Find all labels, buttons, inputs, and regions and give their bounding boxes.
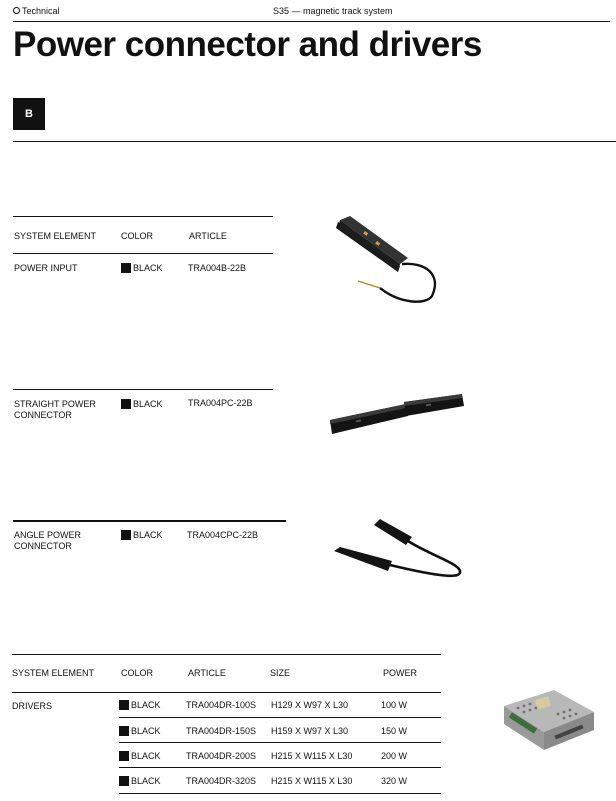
article-cell: TRA004DR-100S — [186, 700, 257, 710]
col-article-header: ARTICLE — [188, 668, 226, 678]
article-cell: TRA004DR-200S — [186, 751, 257, 761]
circle-icon — [13, 7, 20, 14]
color-cell: BLACK — [121, 530, 163, 541]
col-color-header: COLOR — [121, 668, 154, 678]
straight-connector-icon — [326, 390, 466, 442]
black-swatch — [119, 726, 129, 736]
section-divider — [13, 141, 616, 142]
row-divider — [119, 793, 441, 794]
row-divider — [119, 717, 441, 718]
black-swatch — [121, 399, 131, 409]
col-power-header: POWER — [383, 668, 418, 678]
power-cell: 150 W — [381, 726, 408, 736]
power-input-icon — [330, 212, 445, 312]
element-name: STRAIGHT POWER CONNECTOR — [14, 399, 96, 420]
element-name: ANGLE POWER CONNECTOR — [14, 530, 82, 551]
color-cell: BLACK — [119, 776, 161, 787]
table-header-rule — [12, 692, 441, 693]
article-cell: TRA004DR-150S — [186, 726, 257, 736]
col-color-header: COLOR — [121, 231, 154, 241]
size-cell: H215 X W115 X L30 — [271, 751, 353, 761]
section-badge: B — [13, 98, 45, 130]
table-top-rule — [13, 389, 273, 390]
table-top-rule — [13, 216, 273, 217]
power-cell: 100 W — [381, 700, 408, 710]
color-cell: BLACK — [119, 700, 161, 711]
power-cell: 200 W — [381, 751, 408, 761]
size-cell: H159 X W97 X L30 — [271, 726, 349, 736]
article-cell: TRA004DR-320S — [186, 776, 257, 786]
header-divider — [13, 21, 610, 22]
black-swatch — [119, 776, 129, 786]
article-cell: TRA004B-22B — [188, 263, 247, 273]
system-label: S35 — magnetic track system — [273, 6, 393, 16]
color-cell: BLACK — [121, 399, 163, 410]
size-cell: H129 X W97 X L30 — [271, 700, 349, 710]
black-swatch — [121, 530, 131, 540]
article-cell: TRA004CPC-22B — [187, 530, 259, 540]
black-swatch — [121, 263, 131, 273]
section-label: Technical — [13, 6, 60, 16]
table-header-rule — [13, 253, 273, 254]
angle-connector-icon — [330, 515, 470, 585]
element-name: POWER INPUT — [14, 263, 78, 273]
row-divider — [119, 767, 441, 768]
table-top-rule — [13, 520, 286, 522]
black-swatch — [119, 700, 129, 710]
driver-unit-icon — [498, 686, 596, 756]
size-cell: H215 X W115 X L30 — [271, 776, 353, 786]
col-article-header: ARTICLE — [189, 231, 227, 241]
element-name: DRIVERS — [12, 701, 53, 711]
power-cell: 320 W — [381, 776, 408, 786]
article-cell: TRA004PC-22B — [188, 398, 253, 408]
black-swatch — [119, 751, 129, 761]
page-title: Power connector and drivers — [13, 25, 482, 64]
color-cell: BLACK — [119, 751, 161, 762]
col-system-header: SYSTEM ELEMENT — [12, 668, 95, 678]
table-top-rule — [12, 654, 441, 655]
color-cell: BLACK — [121, 263, 163, 274]
col-size-header: SIZE — [270, 668, 291, 678]
col-system-header: SYSTEM ELEMENT — [14, 231, 97, 241]
row-divider — [119, 742, 441, 743]
color-cell: BLACK — [119, 726, 161, 737]
